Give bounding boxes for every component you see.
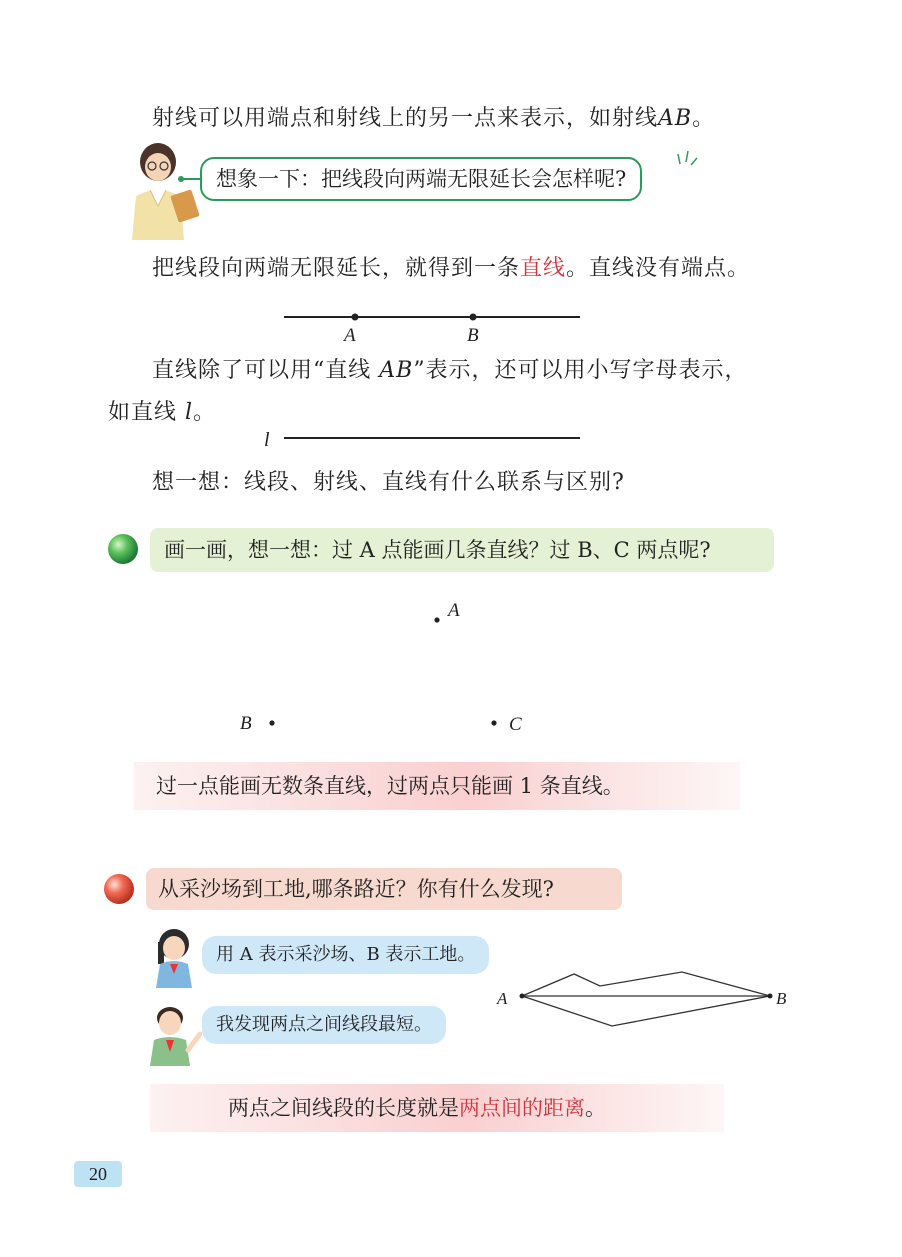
lower-path <box>522 996 770 1026</box>
point-a <box>352 314 359 321</box>
point-b <box>768 994 773 999</box>
page-number: 20 <box>74 1161 122 1187</box>
line-term: 直线 <box>520 256 567 281</box>
label-b: B <box>467 325 479 346</box>
thought-marks-icon <box>676 148 698 168</box>
green-ball-icon <box>106 532 140 566</box>
speech-bubble-girl: 用 A 表示采沙场、B 表示工地。 <box>202 936 489 974</box>
think-question: 想一想：线段、射线、直线有什么联系与区别? <box>152 470 625 495</box>
line-l-diagram <box>262 424 586 454</box>
point-a <box>434 617 439 622</box>
distance-term: 两点间的距离 <box>459 1096 585 1120</box>
label-a: A <box>448 600 460 621</box>
ray-description: 射线可以用端点和射线上的另一点来表示，如射线AB。 <box>152 106 716 131</box>
label-l: l <box>264 429 270 451</box>
point-b <box>269 720 274 725</box>
line-naming-line1: 直线除了可以用“直线 AB”表示，还可以用小写字母表示， <box>152 358 748 383</box>
line-naming-line2: 如直线 l。 <box>108 400 217 425</box>
upper-path <box>522 972 770 996</box>
point-b <box>470 314 477 321</box>
points-abc-diagram <box>228 596 538 742</box>
boy-illustration <box>144 1004 202 1066</box>
label-b: B <box>776 989 787 1008</box>
label-b: B <box>240 713 252 734</box>
teacher-illustration <box>118 140 200 240</box>
red-ball-icon <box>102 872 136 906</box>
activity-draw-think: 画一画，想一想：过 A 点能画几条直线？过 B、C 两点呢? <box>150 528 774 572</box>
paths-diagram <box>494 962 794 1034</box>
girl-illustration <box>150 928 202 988</box>
label-a: A <box>497 989 508 1008</box>
point-c <box>491 720 496 725</box>
label-a: A <box>344 325 356 346</box>
conclusion-distance: 两点之间线段的长度就是两点间的距离。 <box>150 1084 724 1132</box>
speech-bubble-boy: 我发现两点之间线段最短。 <box>202 1006 446 1044</box>
activity-which-road: 从采沙场到工地,哪条路近？你有什么发现? <box>146 868 622 910</box>
bubble-dot <box>178 176 184 182</box>
label-c: C <box>509 714 522 735</box>
line-ab-diagram <box>280 304 584 346</box>
point-a <box>520 994 525 999</box>
conclusion-lines-through-points: 过一点能画无数条直线，过两点只能画 1 条直线。 <box>134 762 740 810</box>
ray-label: AB <box>658 106 693 131</box>
line-definition: 把线段向两端无限延长，就得到一条直线。直线没有端点。 <box>152 256 751 281</box>
think-bubble: 想象一下：把线段向两端无限延长会怎样呢? <box>200 157 642 201</box>
